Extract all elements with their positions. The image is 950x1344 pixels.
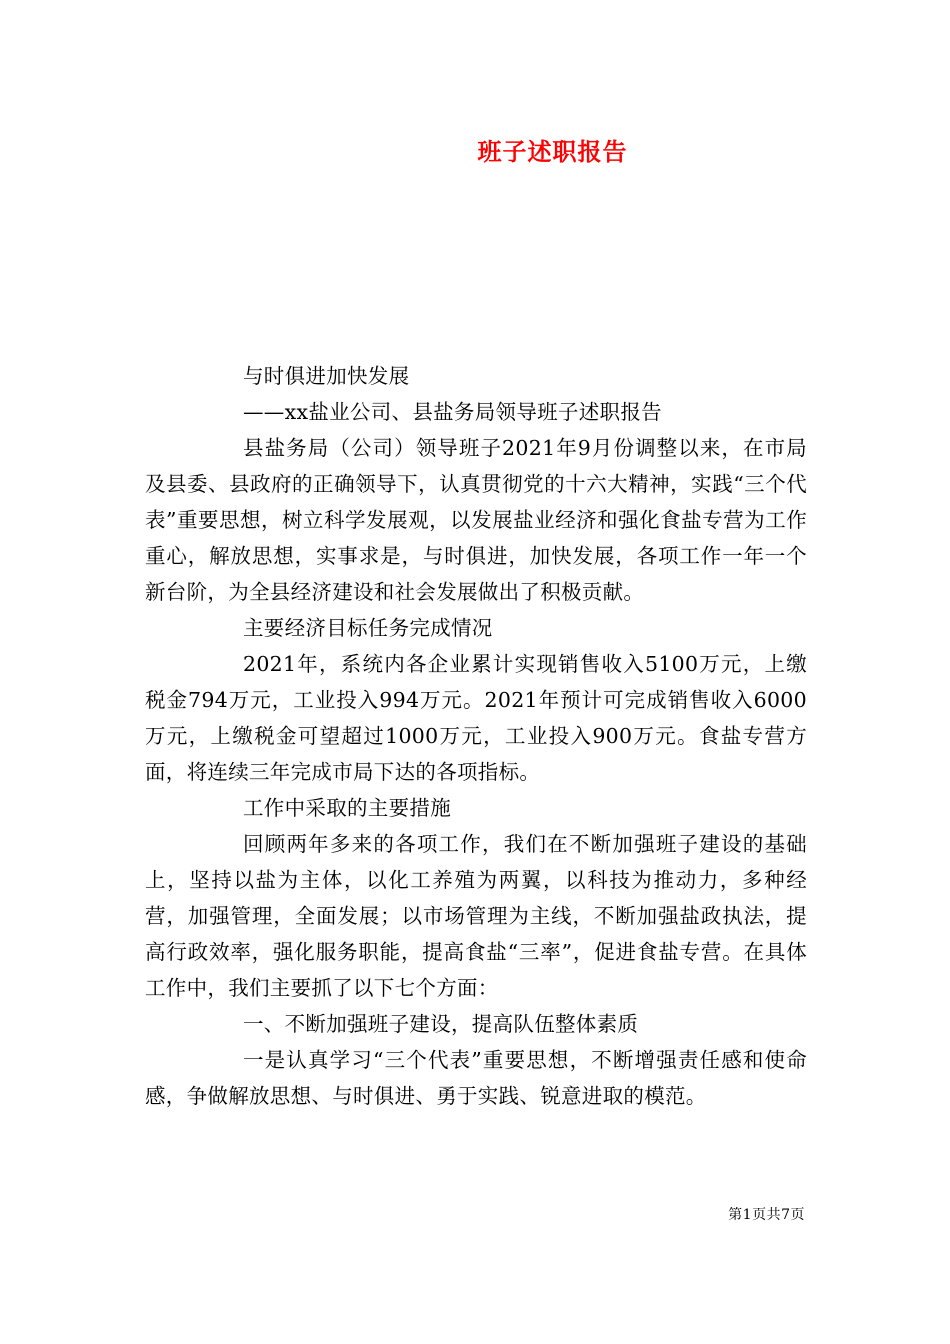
item1-paragraph: 一是认真学习“三个代表”重要思想，不断增强责任感和使命感，争做解放思想、与时俱进、勇于实践、锐意进取的模范。: [145, 1048, 807, 1108]
document-title: [0, 132, 950, 167]
section1-title: 主要经济目标任务完成情况: [243, 616, 493, 640]
item1-title: 一、不断加强班子建设，提高队伍整体素质: [243, 1012, 639, 1036]
subheading: ——xx盐业公司、县盐务局领导班子述职报告: [243, 400, 662, 424]
document-title-text: 班子述职报告: [477, 137, 628, 166]
page-number-footer: 第1页共7页: [728, 1207, 805, 1223]
document-body: [145, 358, 807, 1114]
section2-paragraph: 回顾两年多来的各项工作，我们在不断加强班子建设的基础上，坚持以盐为主体，以化工养殖为两翼，以科技为推动力，多种经营，加强管理，全面发展；以市场管理为主线，不断加强盐政执法，提高行政效率，强化服务职能，提高食盐“三率”，促进食盐专营。在具体工作中，我们主要抓了以下七个方面：: [145, 832, 807, 1000]
section2-title: 工作中采取的主要措施: [243, 796, 451, 820]
section1-paragraph: 2021年，系统内各企业累计实现销售收入5100万元，上缴税金794万元，工业投入994万元。2021年预计可完成销售收入6000万元，上缴税金可望超过1000万元，工业投入900万元。食盐专营方面，将连续三年完成市局下达的各项指标。: [145, 652, 807, 784]
intro-paragraph: 县盐务局（公司）领导班子2021年9月份调整以来，在市局及县委、县政府的正确领导下，认真贯彻党的十六大精神，实践“三个代表”重要思想，树立科学发展观，以发展盐业经济和强化食盐专营为工作重心，解放思想，实事求是，与时俱进，加快发展，各项工作一年一个新台阶，为全县经济建设和社会发展做出了积极贡献。: [145, 436, 807, 604]
heading: 与时俱进加快发展: [243, 364, 410, 388]
